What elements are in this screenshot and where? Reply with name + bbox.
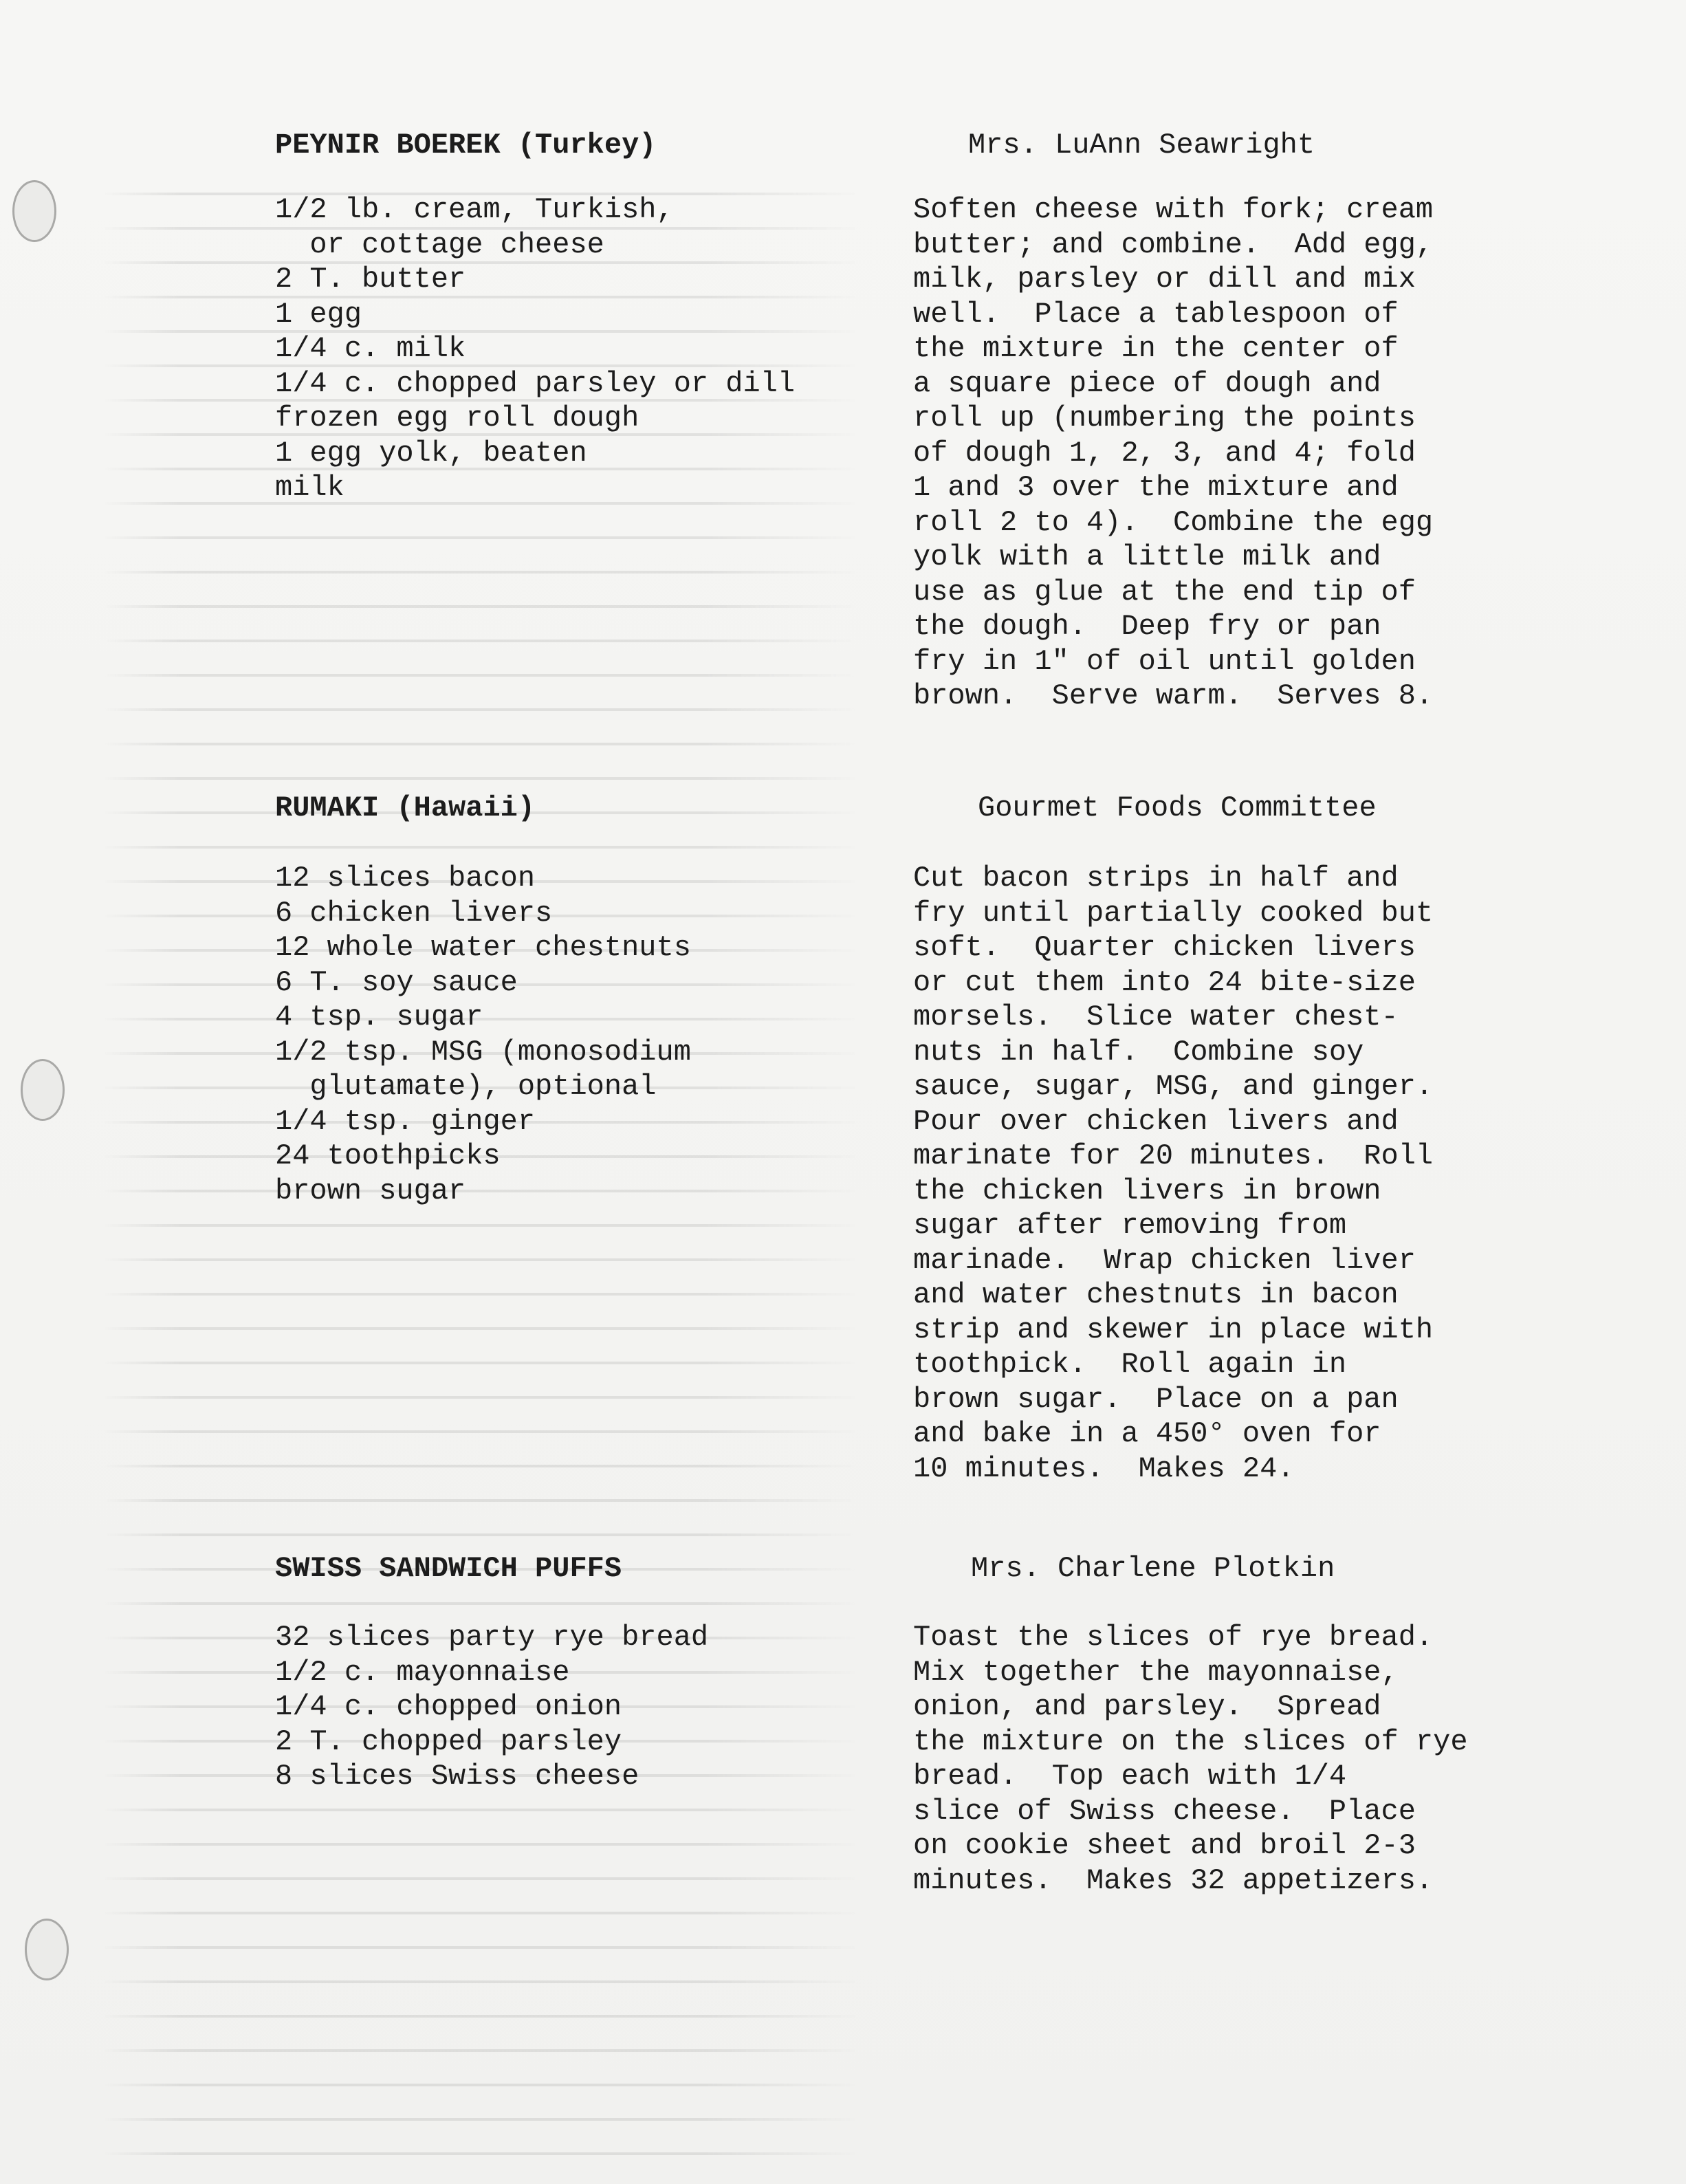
binder-hole-bottom [25, 1919, 69, 1980]
direction-line: marinade. Wrap chicken liver [913, 1243, 1416, 1277]
direction-line: Cut bacon strips in half and [913, 862, 1399, 895]
direction-line: or cut them into 24 bite-size [913, 965, 1416, 999]
direction-line: roll 2 to 4). Combine the egg [913, 505, 1434, 539]
direction-line: brown sugar. Place on a pan [913, 1382, 1399, 1416]
direction-line: butter; and combine. Add egg, [913, 228, 1434, 261]
direction-line: Mix together the mayonnaise, [913, 1655, 1399, 1689]
ingredient: 1/4 c. chopped onion [275, 1690, 622, 1723]
ingredient: 1/2 tsp. MSG (monosodium [275, 1035, 691, 1069]
ingredient-list [275, 1620, 894, 1794]
recipe-title: PEYNIR BOEREK (Turkey) [275, 129, 657, 162]
ingredient: 1/2 c. mayonnaise [275, 1655, 570, 1689]
direction-line: bread. Top each with 1/4 [913, 1760, 1347, 1793]
recipe-author: Mrs. LuAnn Seawright [968, 129, 1315, 162]
direction-line: and bake in a 450° oven for [913, 1417, 1381, 1450]
recipe-title: SWISS SANDWICH PUFFS [275, 1552, 622, 1585]
ingredient: 12 whole water chestnuts [275, 931, 691, 964]
ingredient: 32 slices party rye bread [275, 1621, 709, 1654]
direction-line: roll up (numbering the points [913, 402, 1416, 435]
direction-line: well. Place a tablespoon of [913, 297, 1399, 331]
direction-line: fry in 1" of oil until golden [913, 644, 1416, 678]
direction-line: a square piece of dough and [913, 367, 1381, 400]
direction-line: the mixture on the slices of rye [913, 1725, 1468, 1758]
direction-line: of dough 1, 2, 3, and 4; fold [913, 436, 1416, 470]
ingredient: brown sugar [275, 1174, 466, 1208]
binder-hole-middle [21, 1059, 65, 1121]
direction-line: morsels. Slice water chest- [913, 1001, 1399, 1034]
direction-line: Toast the slices of rye bread. [913, 1621, 1434, 1654]
directions-text [913, 861, 1587, 1486]
ingredient: 6 chicken livers [275, 896, 553, 930]
direction-line: yolk with a little milk and [913, 540, 1381, 574]
ingredient: 6 T. soy sauce [275, 965, 518, 999]
direction-line: the dough. Deep fry or pan [913, 610, 1381, 643]
ingredient: 1/4 c. milk [275, 332, 466, 365]
ingredient: 1/4 c. chopped parsley or dill [275, 367, 796, 400]
direction-line: the mixture in the center of [913, 332, 1399, 365]
direction-line: fry until partially cooked but [913, 896, 1434, 930]
direction-line: toothpick. Roll again in [913, 1348, 1347, 1381]
recipe-author: Mrs. Charlene Plotkin [971, 1552, 1335, 1585]
ingredient: glutamate), optional [275, 1070, 657, 1103]
direction-line: marinate for 20 minutes. Roll [913, 1139, 1434, 1172]
ingredient: or cottage cheese [275, 228, 604, 261]
direction-line: minutes. Makes 32 appetizers. [913, 1864, 1434, 1897]
recipe-title: RUMAKI (Hawaii) [275, 791, 536, 825]
directions-text [913, 193, 1587, 714]
ingredient: milk [275, 471, 344, 504]
direction-line: sugar after removing from [913, 1209, 1347, 1242]
ingredient: 1/2 lb. cream, Turkish, [275, 193, 674, 226]
ingredient: 12 slices bacon [275, 862, 536, 895]
direction-line: onion, and parsley. Spread [913, 1690, 1381, 1723]
direction-line: strip and skewer in place with [913, 1313, 1434, 1346]
direction-line: milk, parsley or dill and mix [913, 263, 1416, 296]
ingredient-list [275, 861, 894, 1208]
recipe-author: Gourmet Foods Committee [978, 791, 1377, 825]
ingredient: frozen egg roll dough [275, 402, 639, 435]
ingredient: 4 tsp. sugar [275, 1001, 483, 1034]
ingredient: 8 slices Swiss cheese [275, 1760, 639, 1793]
ingredient: 24 toothpicks [275, 1139, 501, 1172]
ingredient-list [275, 193, 894, 505]
direction-line: 10 minutes. Makes 24. [913, 1452, 1295, 1485]
ingredient: 1/4 tsp. ginger [275, 1104, 536, 1138]
ingredient: 2 T. chopped parsley [275, 1725, 622, 1758]
direction-line: brown. Serve warm. Serves 8. [913, 679, 1434, 712]
binder-hole-top [12, 180, 56, 242]
direction-line: sauce, sugar, MSG, and ginger. [913, 1070, 1434, 1103]
direction-line: nuts in half. Combine soy [913, 1035, 1364, 1069]
direction-line: Soften cheese with fork; cream [913, 193, 1434, 226]
ingredient: 1 egg yolk, beaten [275, 436, 587, 470]
ingredient: 2 T. butter [275, 263, 466, 296]
direction-line: the chicken livers in brown [913, 1174, 1381, 1208]
direction-line: use as glue at the end tip of [913, 575, 1416, 609]
direction-line: on cookie sheet and broil 2-3 [913, 1829, 1416, 1862]
ingredient: 1 egg [275, 297, 362, 331]
direction-line: 1 and 3 over the mixture and [913, 471, 1399, 504]
direction-line: slice of Swiss cheese. Place [913, 1794, 1416, 1828]
direction-line: Pour over chicken livers and [913, 1104, 1399, 1138]
direction-line: and water chestnuts in bacon [913, 1278, 1399, 1311]
directions-text [913, 1620, 1587, 1898]
direction-line: soft. Quarter chicken livers [913, 931, 1416, 964]
